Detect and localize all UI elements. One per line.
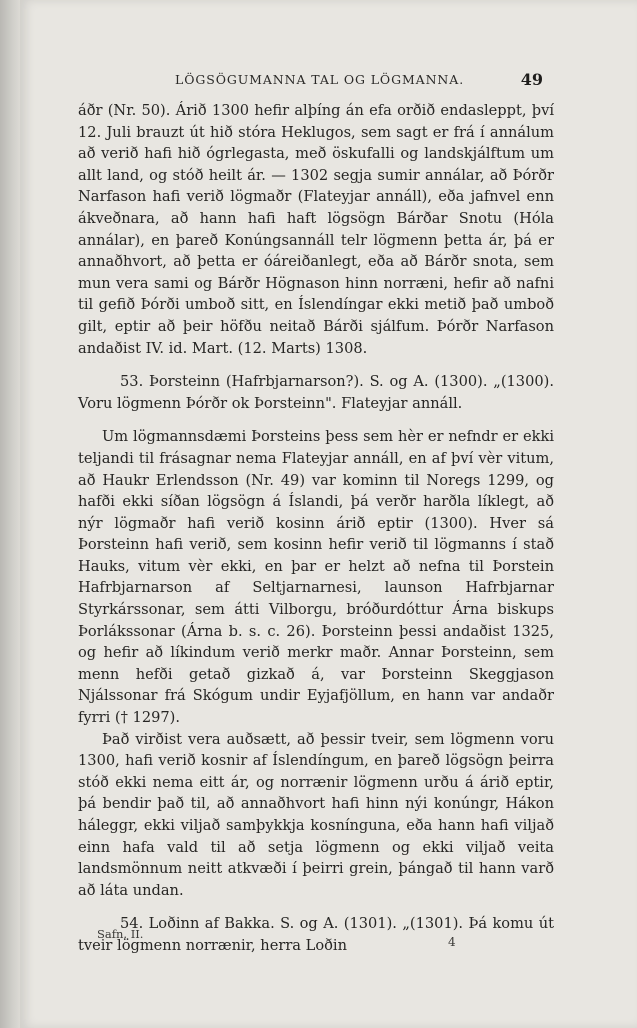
paragraph-p1: áðr (Nr. 50). Árið 1300 hefir alþíng án efa orðið endasleppt, því 12. Juli brauzt út hið stóra Heklugos, sem sagt er frá í annálum að verið hafi hið ógrlegasta, með öskufalli og landskjálftum um allt land, og stóð heilt ár. — 1302 segja sumir annálar, að Þórðr Narfason hafi verið lögmaðr (Flateyjar annáll), eða jafnvel enn ákveðnara, að hann hafi haft lögsögn Bárðar Snotu (Hóla annálar), en þareð Konúngsannáll telr lögmenn þetta ár, þá er annaðhvort, að þetta er óáreiðanlegt, eða að Bárðr snota, sem mun vera sami og Bárðr Högnason hinn norræni, hefir að nafni til gefið Þórði umboð sitt, en Íslendíngar ekki metið það umboð gilt, eptir að þeir höfðu neitað Bárði sjálfum. Þórðr Narfason andaðist IV. id. Mart. (12. Marts) 1308. (78, 102, 554, 357)
page-number: 49 (520, 70, 543, 89)
page-header (20, 72, 637, 94)
signature-mark: Safn. II. (97, 927, 144, 941)
body-text (78, 100, 554, 957)
paragraph-p3: Um lögmannsdæmi Þorsteins þess sem hèr er nefndr er ekki teljandi til frásagnar nema Flateyjar annáll, en af því vèr vitum, að Haukr Erlendsson (Nr. 49) var kominn til Noregs 1299, og hafði ekki síðan lögsögn á Íslandi, þá verðr harðla líklegt, að nýr lögmaðr hafi verið kosinn árið eptir (1300). Hver sá Þorsteinn hafi verið, sem kosinn hefir verið til lögmanns í stað Hauks, vitum vèr ekki, en þar er helzt að nefna til Þorstein Hafrbjarnarson af Seltjarnarnesi, launson Hafrbjarnar Styrkárssonar, sem átti Vilborgu, bróðurdóttur Árna biskups Þorlákssonar (Árna b. s. c. 26). Þorsteinn þessi andaðist 1325, og hefir að líkindum verið merkr maðr. Annar Þorsteinn, sem menn hefði getað gizkað á, var Þorsteinn Skeggjason Njálssonar frá Skógum undir Eyjafjöllum, en hann var andaðr fyrri († 1297). (78, 428, 554, 727)
running-title: LÖGSÖGUMANNA TAL OG LÖGMANNA. (175, 72, 465, 87)
signature-number: 4 (448, 935, 456, 949)
entry-heading-53: 53. Þorsteinn (Hafrbjarnarson?). S. og A. (1300). „(1300). Voru lögmenn Þórðr ok Þorsteinn". Flateyjar annáll. (78, 373, 554, 412)
book-page (20, 0, 637, 1028)
paragraph-p4: Það virðist vera auðsætt, að þessir tveir, sem lögmenn voru 1300, hafi verið kosnir af Íslendíngum, en þareð lögsögn þeirra stóð ekki nema eitt ár, og norrænir lögmenn urðu á árið eptir, þá bendir það til, að annaðhvort hafi hinn nýi konúngr, Hákon háleggr, ekki viljað samþykkja kosnínguna, eða hann hafi viljað einn hafa vald til að setja lögmenn og ekki viljað veita landsmönnum neitt atkvæði í þeirri grein, þángað til hann varð að láta undan. (78, 730, 554, 899)
entry-heading-54: 54. Loðinn af Bakka. S. og A. (1301). „(1301). Þá komu út tveir lögmenn norrænir, herra Loðin (78, 915, 554, 954)
page-gutter (0, 0, 20, 1028)
